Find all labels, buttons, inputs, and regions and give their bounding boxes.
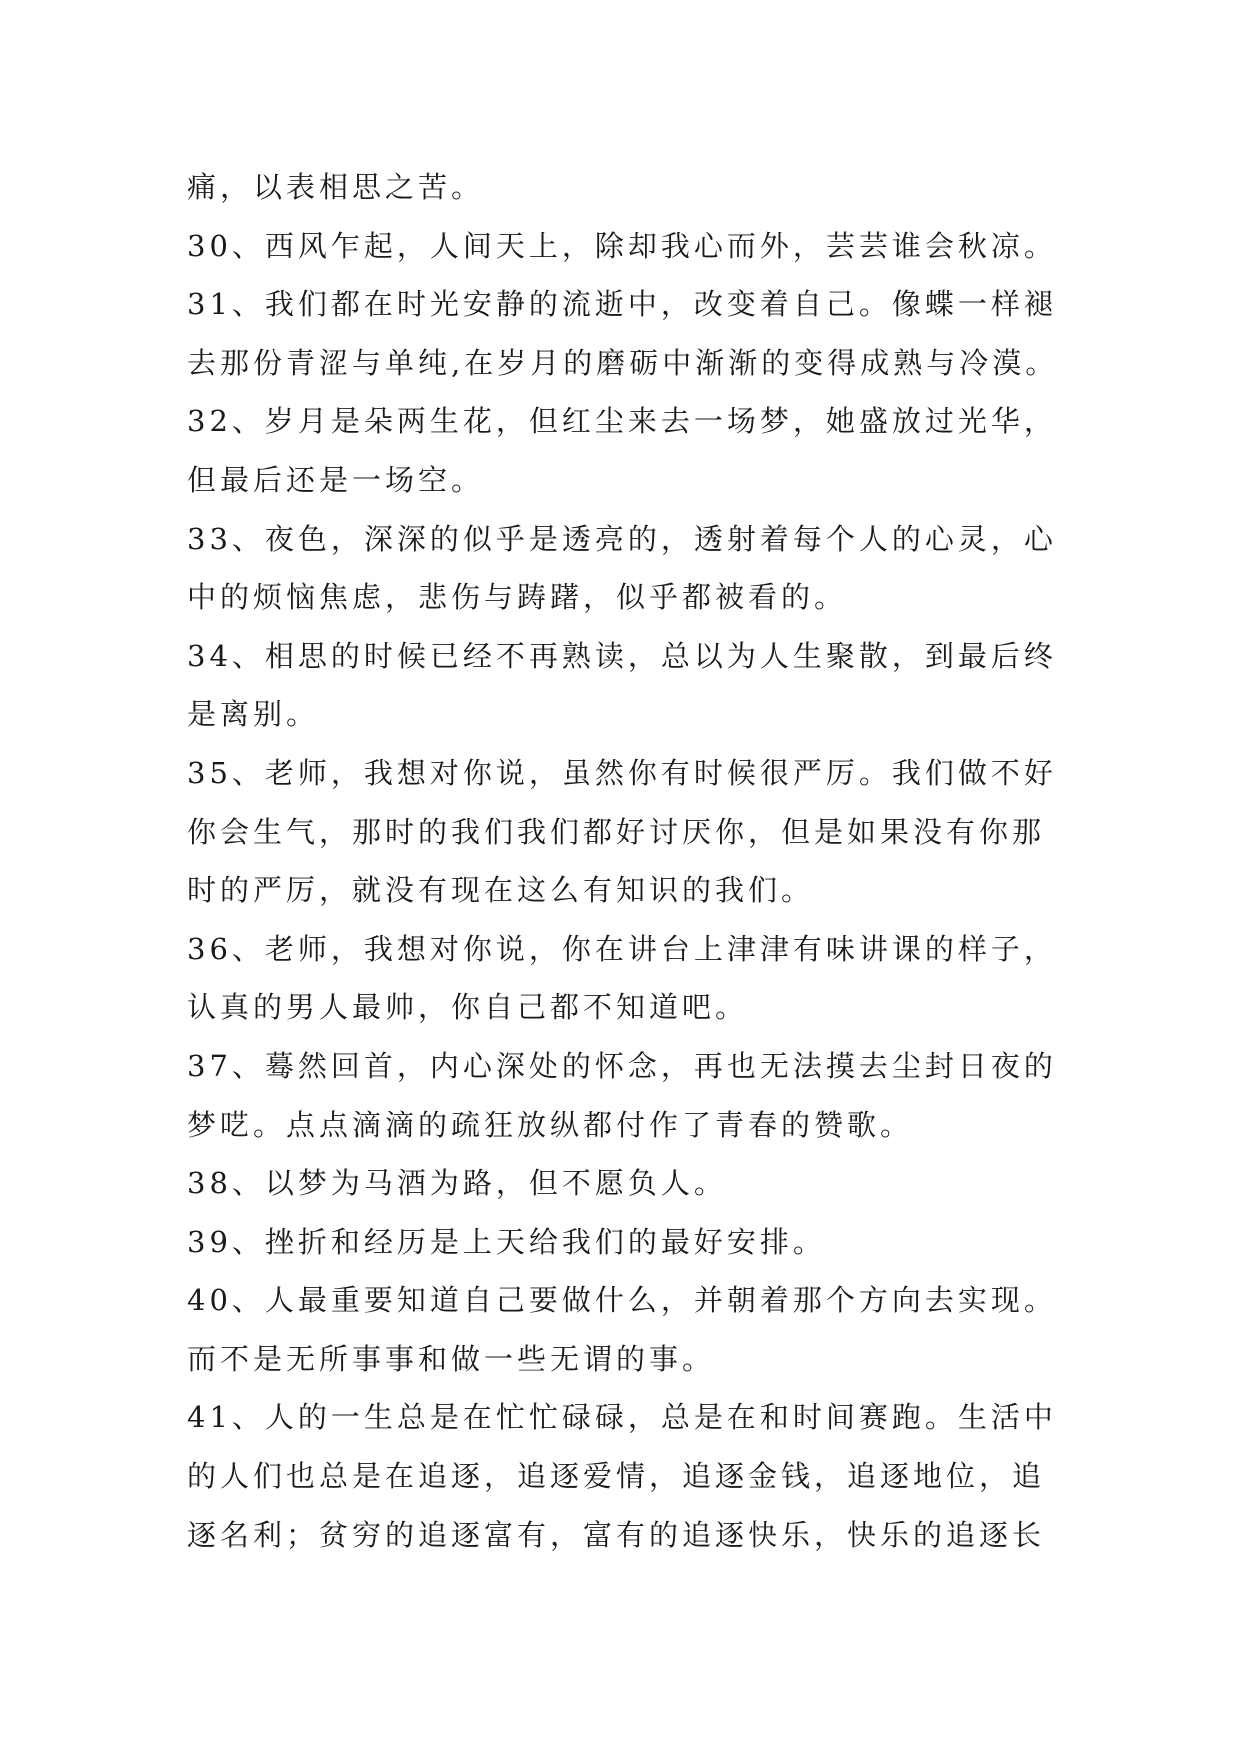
- text-line: 37、蓦然回首，内心深处的怀念，再也无法摸去尘封日夜的: [187, 1048, 1057, 1083]
- text-line: 痛，以表相思之苦。: [187, 170, 485, 204]
- text-line: 33、夜色，深深的似乎是透亮的，透射着每个人的心灵，心: [187, 521, 1057, 556]
- text-line: 30、西风乍起，人间天上，除却我心而外，芸芸谁会秋凉。: [187, 228, 1057, 263]
- text-line: 认真的男人最帅，你自己都不知道吧。: [187, 990, 749, 1025]
- text-line: 41、人的一生总是在忙忙碌碌，总是在和时间赛跑。生活中: [187, 1400, 1057, 1435]
- text-line: 是离别。: [187, 697, 320, 732]
- text-line: 去那份青涩与单纯,在岁月的磨砺中渐渐的变得成熟与冷漠。: [187, 345, 1059, 380]
- text-line: 38、以梦为马酒为路，但不愿负人。: [187, 1166, 727, 1201]
- text-line: 但最后还是一场空。: [187, 462, 485, 497]
- text-line: 时的严厉，就没有现在这么有知识的我们。: [187, 873, 815, 908]
- text-line: 34、相思的时候已经不再熟读，总以为人生聚散，到最后终: [187, 638, 1057, 673]
- text-line: 梦呓。点点滴滴的疏狂放纵都付作了青春的赞歌。: [187, 1107, 914, 1142]
- text-line: 逐名利；贫穷的追逐富有，富有的追逐快乐，快乐的追逐长: [187, 1517, 1046, 1552]
- body-text: [187, 158, 1067, 1564]
- text-line: 40、人最重要知道自己要做什么，并朝着那个方向去实现。: [187, 1283, 1057, 1318]
- text-line: 36、老师，我想对你说，你在讲台上津津有味讲课的样子，: [187, 931, 1057, 966]
- text-line: 39、挫折和经历是上天给我们的最好安排。: [187, 1224, 826, 1259]
- text-line: 32、岁月是朵两生花，但红尘来去一场梦，她盛放过光华，: [187, 404, 1057, 439]
- text-line: 35、老师，我想对你说，虽然你有时候很严厉。我们做不好: [187, 755, 1057, 790]
- text-line: 而不是无所事事和做一些无谓的事。: [187, 1341, 716, 1376]
- text-line: 的人们也总是在追逐，追逐爱情，追逐金钱，追逐地位，追: [187, 1459, 1046, 1494]
- text-line: 中的烦恼焦虑，悲伤与踌躇，似乎都被看的。: [187, 580, 848, 615]
- text-line: 你会生气，那时的我们我们都好讨厌你，但是如果没有你那: [187, 814, 1046, 849]
- text-line: 31、我们都在时光安静的流逝中，改变着自己。像蝶一样褪: [187, 287, 1057, 322]
